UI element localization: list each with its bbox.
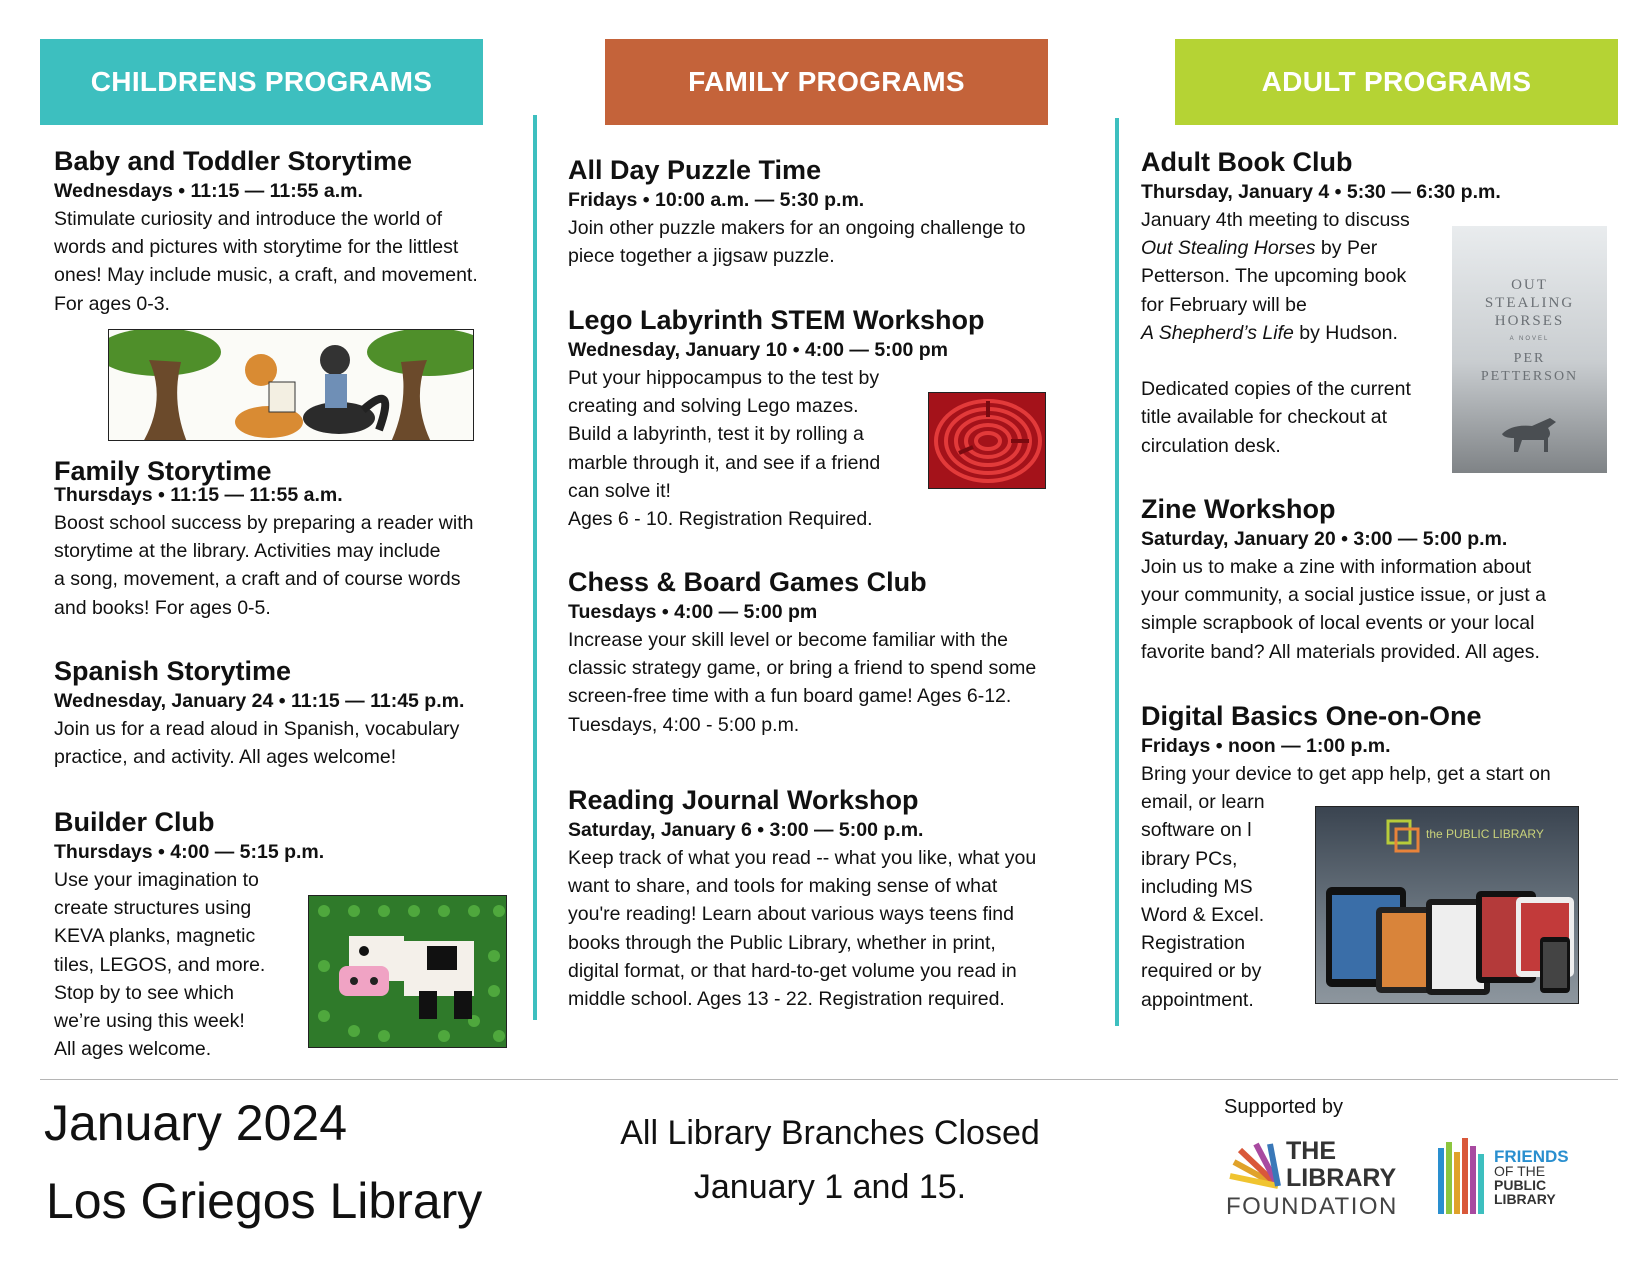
library-foundation-text <box>1286 1138 1396 1192</box>
closure-notice-line1: All Library Branches Closed <box>620 1114 1040 1152</box>
event-description-line: including MS <box>1141 875 1253 898</box>
event-time: Fridays • 10:00 a.m. — 5:30 p.m. <box>568 189 865 211</box>
event-description-line: practice, and activity. All ages welcome! <box>54 746 397 769</box>
event-title: Zine Workshop <box>1141 494 1336 524</box>
event-description-line: January 4th meeting to discuss <box>1141 209 1410 231</box>
event-description-line: your community, a social justice issue, or just a <box>1141 584 1546 607</box>
event-description-line: create structures using <box>54 897 252 920</box>
event-spanish-storytime <box>54 655 464 771</box>
event-time: Wednesdays • 11:15 — 11:55 a.m. <box>54 180 363 202</box>
event-title: Family Storytime <box>54 456 272 486</box>
event-title: Spanish Storytime <box>54 656 292 686</box>
event-description-line: All ages welcome. <box>54 1038 212 1061</box>
event-time: Wednesday, January 24 • 11:15 — 11:45 p.m. <box>54 690 465 712</box>
event-description-line: Build a labyrinth, test it by rolling a <box>568 423 864 446</box>
event-description-line: Stop by to see which <box>54 981 234 1004</box>
friends-line: PUBLIC <box>1494 1177 1547 1193</box>
cover-subtitle: A NOVEL <box>1509 336 1550 342</box>
event-description-line: we’re using this week! <box>54 1010 245 1033</box>
event-description-text: by Per <box>1315 237 1378 260</box>
event-description-line: required or by <box>1141 960 1262 983</box>
storytime-illustration <box>108 329 474 441</box>
event-time: Tuesdays • 4:00 — 5:00 pm <box>568 601 818 623</box>
event-description-spacer <box>1141 347 1501 375</box>
event-adult-book-club <box>1141 146 1501 460</box>
event-title: All Day Puzzle Time <box>568 155 822 185</box>
event-description-line: a song, movement, a craft and of course words <box>54 568 461 591</box>
event-description-line: KEVA planks, magnetic <box>54 925 256 948</box>
event-all-day-puzzle-time <box>568 154 1025 270</box>
maze-image <box>928 392 1046 489</box>
supported-by-label: Supported by <box>1224 1096 1343 1118</box>
devices-promo-image <box>1315 806 1579 1004</box>
foundation-line: LIBRARY <box>1286 1164 1397 1192</box>
event-builder-club <box>54 806 324 1063</box>
event-reading-journal <box>568 784 1036 1013</box>
event-description-line <box>1141 234 1501 262</box>
event-description-line: storytime at the library. Activities may include <box>54 540 441 563</box>
column-divider-right <box>1115 118 1119 1026</box>
book-title: A Shepherd’s Life <box>1141 321 1294 344</box>
event-description-line: Dedicated copies of the current <box>1141 378 1411 401</box>
event-description-line: words and pictures with storytime for the littlest <box>54 236 459 259</box>
event-description-line: Keep track of what you read -- what you like, what you <box>568 847 1037 869</box>
event-description-line: Bring your device to get app help, get a start on <box>1141 763 1551 785</box>
friends-of-library-text <box>1494 1147 1569 1207</box>
event-description-line: want to share, and tools for making sense of what <box>568 875 998 898</box>
event-description-line: Tuesdays, 4:00 - 5:00 p.m. <box>568 713 800 736</box>
event-time: Thursday, January 4 • 5:30 — 6:30 p.m. <box>1141 181 1501 203</box>
childrens-programs-header: CHILDRENS PROGRAMS <box>40 39 483 125</box>
event-description-line: piece together a jigsaw puzzle. <box>568 245 835 268</box>
library-foundation-logo <box>1226 1138 1416 1218</box>
footer-month: January 2024 <box>44 1095 348 1151</box>
event-zine-workshop <box>1141 493 1546 666</box>
friends-line: FRIENDS <box>1494 1147 1569 1166</box>
family-column <box>568 0 1088 1075</box>
event-description-line: screen-free time with a fun board game! Ages 6-12. <box>568 685 1012 708</box>
event-description-line: simple scrapbook of local events or your local <box>1141 612 1535 635</box>
event-description-line: Boost school success by preparing a reader with <box>54 512 474 534</box>
event-time: Thursdays • 4:00 — 5:15 p.m. <box>54 841 325 863</box>
event-description-line: and books! For ages 0-5. <box>54 596 271 619</box>
friends-line: OF THE <box>1494 1163 1546 1179</box>
horse-silhouette <box>1492 404 1572 454</box>
event-description-line: books through the Public Library, whether in print, <box>568 931 996 954</box>
device-promo-brand: the PUBLIC LIBRARY <box>1426 827 1544 841</box>
event-description-line <box>1141 319 1501 347</box>
event-description-line: Join us to make a zine with information about <box>1141 556 1532 578</box>
event-description-line: can solve it! <box>568 479 671 502</box>
book-title: Out Stealing Horses <box>1141 237 1316 260</box>
adult-programs-header: ADULT PROGRAMS <box>1175 39 1618 125</box>
event-description-line: circulation desk. <box>1141 434 1281 457</box>
event-description-line: Use your imagination to <box>54 869 259 891</box>
event-description-line: middle school. Ages 13 - 22. Registration required. <box>568 988 1005 1011</box>
event-description-line: Registration <box>1141 932 1246 955</box>
friends-of-library-logo <box>1438 1138 1588 1218</box>
event-description-line: appointment. <box>1141 988 1254 1011</box>
fan-logo-icon <box>1226 1142 1282 1190</box>
event-description-line: for February will be <box>1141 293 1307 316</box>
foundation-line: FOUNDATION <box>1226 1193 1398 1220</box>
footer-divider <box>40 1079 1618 1080</box>
event-baby-toddler-storytime <box>54 145 478 318</box>
event-description-line: Join us for a read aloud in Spanish, vocabulary <box>54 718 460 740</box>
event-description-line: classic strategy game, or bring a friend to spend some <box>568 657 1037 680</box>
event-description-line: Stimulate curiosity and introduce the world of <box>54 208 443 230</box>
family-programs-header: FAMILY PROGRAMS <box>605 39 1048 125</box>
event-description-line: For ages 0-3. <box>54 292 170 315</box>
childrens-column <box>54 0 524 1075</box>
book-cover-out-stealing-horses <box>1452 226 1607 473</box>
event-title: Chess & Board Games Club <box>568 567 927 597</box>
event-title: Digital Basics One-on-One <box>1141 701 1482 731</box>
event-title: Adult Book Club <box>1141 147 1353 177</box>
event-family-storytime <box>54 455 473 622</box>
event-description-line: tiles, LEGOS, and more. <box>54 953 266 976</box>
friends-line: LIBRARY <box>1494 1191 1556 1207</box>
event-chess-board-games <box>568 566 1036 739</box>
event-description-line: Put your hippocampus to the test by <box>568 367 880 389</box>
closure-notice-line2: January 1 and 15. <box>693 1168 967 1206</box>
cover-title: OUT STEALING HORSES <box>1484 277 1575 329</box>
event-time: Saturday, January 20 • 3:00 — 5:00 p.m. <box>1141 528 1508 550</box>
event-description-line: Ages 6 - 10. Registration Required. <box>568 508 873 531</box>
event-description-line: Increase your skill level or become familiar with the <box>568 629 1009 651</box>
event-time: Saturday, January 6 • 3:00 — 5:00 p.m. <box>568 819 924 841</box>
event-description-line: digital format, or that hard-to-get volume you read in <box>568 959 1017 982</box>
event-description-line: Word & Excel. <box>1141 904 1265 927</box>
closure-notice <box>590 1106 1070 1214</box>
event-lego-labyrinth <box>568 304 985 533</box>
lego-cow-photo <box>308 895 507 1048</box>
event-description-line: marble through it, and see if a friend <box>568 451 881 474</box>
event-time: Fridays • noon — 1:00 p.m. <box>1141 735 1391 757</box>
event-description-line: favorite band? All materials provided. All ages. <box>1141 640 1540 663</box>
event-time: Thursdays • 11:15 — 11:55 a.m. <box>54 484 343 506</box>
event-title: Builder Club <box>54 807 215 837</box>
column-divider-left <box>533 115 537 1020</box>
event-description-line: Petterson. The upcoming book <box>1141 265 1407 288</box>
event-title: Reading Journal Workshop <box>568 785 919 815</box>
cover-author: PER PETTERSON <box>1480 351 1579 384</box>
event-description-text: by Hudson. <box>1293 321 1398 344</box>
event-description-line: creating and solving Lego mazes. <box>568 395 859 418</box>
event-description-line: title available for checkout at <box>1141 406 1388 429</box>
event-description-line: ones! May include music, a craft, and movement. <box>54 264 478 287</box>
footer-branch-name: Los Griegos Library <box>46 1173 483 1229</box>
foundation-line: THE <box>1286 1137 1336 1165</box>
event-description-line: email, or learn <box>1141 791 1265 814</box>
adult-column <box>1141 0 1621 1075</box>
event-description-line: you're reading! Learn about various ways teens find <box>568 903 1014 926</box>
event-title: Lego Labyrinth STEM Workshop <box>568 305 985 335</box>
event-title: Baby and Toddler Storytime <box>54 146 413 176</box>
event-time: Wednesday, January 10 • 4:00 — 5:00 pm <box>568 339 949 361</box>
event-description-line: Join other puzzle makers for an ongoing challenge to <box>568 217 1026 239</box>
event-description-line: software on l <box>1141 819 1252 842</box>
book-spines-icon <box>1438 1138 1490 1218</box>
event-description-line: ibrary PCs, <box>1141 847 1238 870</box>
